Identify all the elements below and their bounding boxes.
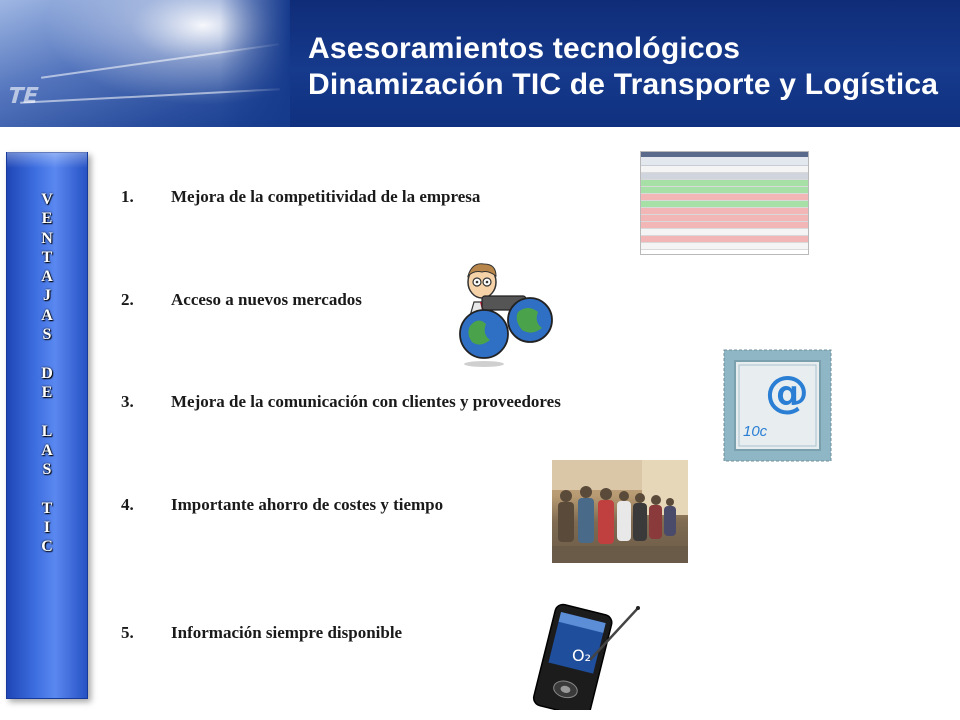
queue-of-people-photo (552, 460, 688, 563)
side-label-letter: D (41, 364, 53, 382)
list-item-text: Información siempre disponible (171, 623, 403, 642)
list-item-number: 4. (121, 495, 134, 514)
header-photo-light-streak (41, 43, 279, 78)
list-item (121, 390, 561, 414)
side-label-letter: E (41, 383, 53, 401)
side-label-letter: N (41, 229, 53, 247)
at-sign-icon: @ (765, 367, 809, 418)
email-stamp-illustration (721, 347, 834, 464)
side-label-letter: S (42, 461, 52, 479)
list-item-number: 5. (121, 623, 134, 642)
list-item-text: Mejora de la competitividad de la empresa (171, 187, 481, 206)
header-title-line2: Dinamización TIC de Transporte y Logística (308, 68, 939, 101)
side-label-letter: A (41, 306, 53, 324)
list-item (121, 493, 443, 517)
side-label-letter: A (41, 441, 53, 459)
binoculars-globe-illustration (452, 256, 560, 368)
list-item-text: Importante ahorro de costes y tiempo (171, 495, 444, 514)
list-item-text: Mejora de la comunicación con clientes y proveedores (171, 392, 561, 411)
list-item-number: 3. (121, 392, 134, 411)
header-title (308, 31, 938, 103)
stamp-price: 10c (743, 423, 768, 440)
header-banner (0, 0, 960, 127)
list-item-text: Acceso a nuevos mercados (171, 290, 362, 309)
side-label-letter: C (41, 538, 53, 556)
side-label-letter: V (41, 191, 53, 208)
phone-brand-logo: O₂ (572, 646, 592, 665)
list-item (121, 185, 480, 209)
list-item (121, 288, 362, 312)
side-label-letter: A (41, 268, 53, 286)
list-item (121, 621, 402, 645)
side-label-bar (6, 152, 88, 699)
side-label-letter: L (41, 422, 53, 440)
list-item-number: 1. (121, 187, 134, 206)
header-title-line1: Asesoramientos tecnológicos (308, 32, 741, 65)
side-label-letter: T (41, 248, 53, 266)
side-label-letter: S (42, 326, 52, 344)
side-label-letter: T (41, 499, 53, 517)
header-photo-light-streak (20, 88, 280, 104)
side-label-letter: I (43, 519, 51, 537)
side-label-text (7, 190, 87, 557)
pda-phone-illustration (520, 600, 644, 710)
header-photo-glyph: TE (4, 84, 42, 109)
side-label-letter (7, 344, 87, 363)
side-label-letter (7, 402, 87, 421)
list-item-number: 2. (121, 290, 134, 309)
side-label-letter: E (41, 210, 53, 228)
spreadsheet-image (640, 151, 809, 255)
side-label-letter (7, 479, 87, 498)
side-label-letter: J (43, 287, 51, 305)
header-photo (0, 0, 290, 127)
